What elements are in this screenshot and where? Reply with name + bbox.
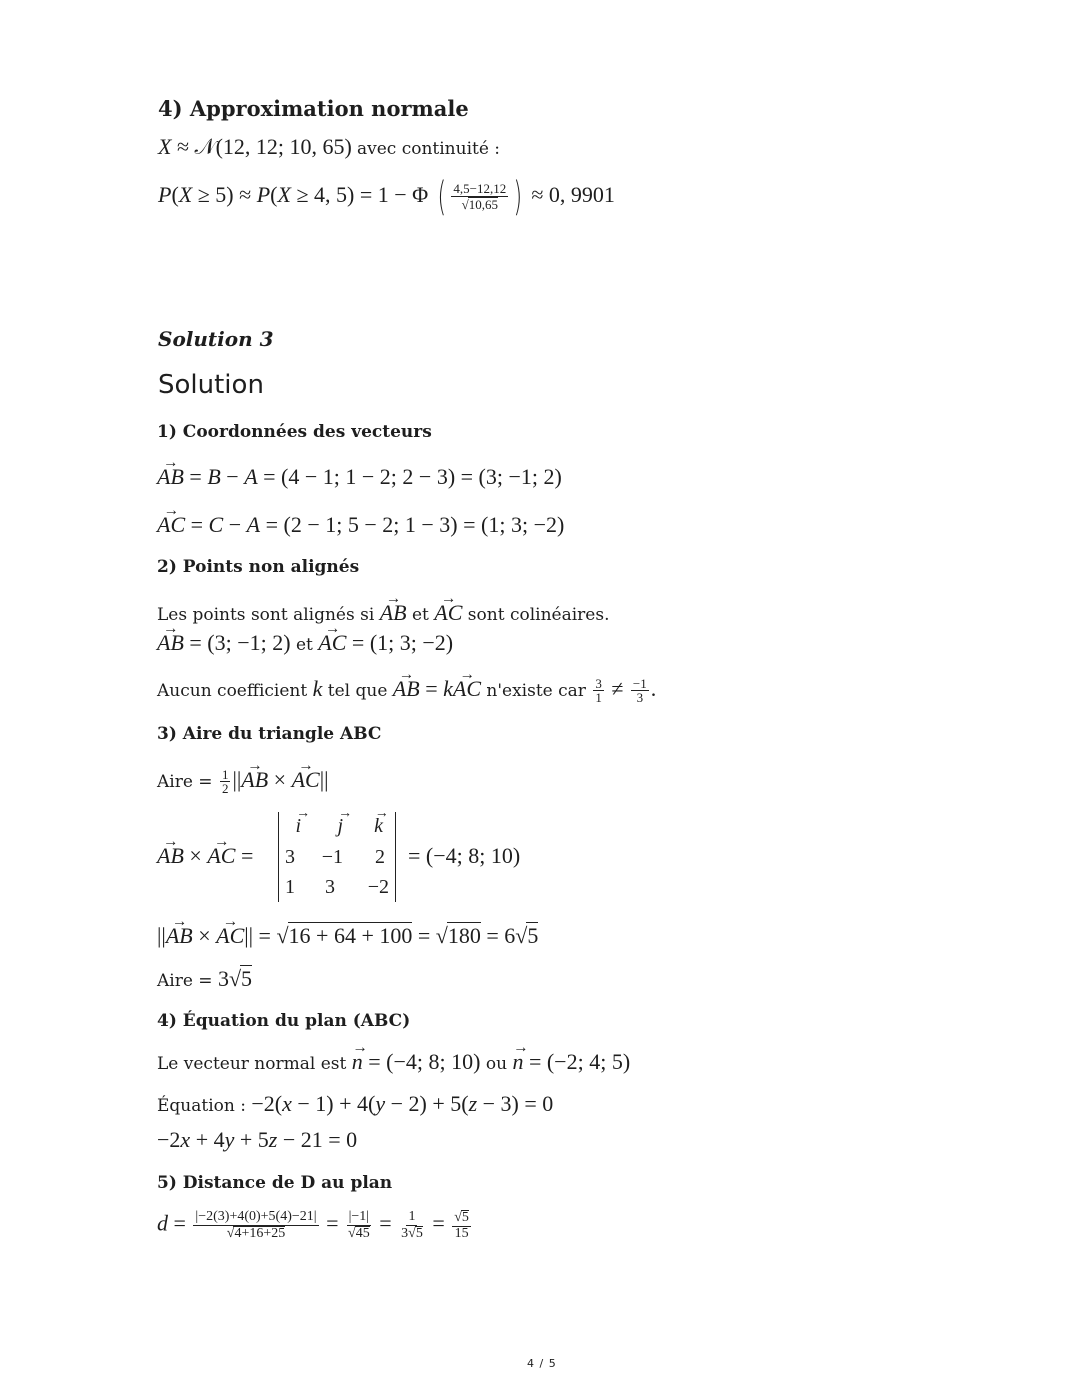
matrix-i: → i <box>271 815 301 838</box>
probability-formula: P(X ≥ 5) ≈ P(X ≥ 4, 5) = 1 − Φ ( $\frac{4,5-12,12}{√10,65}$ ) ≈ 0, 9901 <box>158 174 615 220</box>
cross-product-norm: ||→ AB × → AC|| = √16 + 64 + 100 = √180 = 6√5 <box>157 922 538 949</box>
section-heading-approximation: 4) Approximation normale <box>158 96 469 121</box>
matrix-r2c2: −1 <box>321 846 343 868</box>
determinant-matrix <box>278 812 396 902</box>
probability-result: ≈ 0, 9901 <box>531 182 615 208</box>
colinear-text-b: et <box>406 605 435 625</box>
matrix-j: → j <box>313 815 343 838</box>
colinear-text-a: Les points sont alignés si <box>157 605 380 625</box>
part-3-heading: 3) Aire du triangle ABC <box>157 724 382 744</box>
matrix-r2c3: 2 <box>375 846 385 868</box>
existe-car-text: n'existe car <box>481 681 592 701</box>
tel-que-text: tel que <box>322 681 393 701</box>
normal-law-line: X ≈ 𝒩(12, 12; 10, 65) avec continuité : <box>158 134 501 159</box>
vector-ab-equation: → AB = B − A = (4 − 1; 1 − 2; 2 − 3) = (3; −1; 2) <box>157 464 562 490</box>
colinear-text-c: sont colinéaires. <box>462 605 610 625</box>
plane-equation: −2x + 4y + 5z − 21 = 0 <box>157 1127 358 1152</box>
aire-eq-text: Aire = <box>157 772 218 792</box>
frac-numerator: 4,5−12,12 <box>453 181 507 197</box>
ou-text: ou <box>480 1054 513 1074</box>
matrix-k: → k <box>353 815 383 838</box>
colinear-statement: Les points sont alignés si → AB et → AC sont colinéaires. <box>157 600 609 626</box>
vectors-values: → AB = (3; −1; 2) et → AC = (1; 3; −2) <box>157 630 453 656</box>
cross-product-label: → AB × → AC = <box>157 843 253 869</box>
distance-formula: d = $\frac{|-2(3)+4(0)+5(4)-21|}{√4+16+25}$ = $\frac{|-1|}{√45}$ = $\frac{1}{3√5}$ = $\frac{√5}{15}$ <box>157 1209 469 1241</box>
aire-result-text: Aire = <box>157 971 218 991</box>
matrix-r3c1: 1 <box>285 876 295 898</box>
frac-denominator: 10,65 <box>468 197 498 212</box>
vector-ac-equation: → AC = C − A = (2 − 1; 5 − 2; 1 − 3) = (1; 3; −2) <box>157 512 564 538</box>
matrix-r3c3: −2 <box>367 876 389 898</box>
aucun-text: Aucun coefficient <box>157 681 313 701</box>
no-coefficient-statement: Aucun coefficient k tel que → AB = k→ AC n'existe car $\frac{3}{1}$ ≠ $\frac{-1}{3}$ . <box>157 676 656 705</box>
avec-continuite-text: avec continuité : <box>356 139 501 159</box>
solution-title: Solution <box>158 370 264 400</box>
cross-product-result: = (−4; 8; 10) <box>408 843 521 868</box>
solution-3-label: Solution 3 <box>158 327 274 351</box>
part-5-heading: 5) Distance de D au plan <box>157 1173 393 1193</box>
equation-text: Équation : <box>157 1096 252 1116</box>
matrix-r2c1: 3 <box>285 846 295 868</box>
page-number: 4 / 5 <box>527 1357 557 1370</box>
part-4-heading: 4) Équation du plan (ABC) <box>157 1011 411 1031</box>
plane-equation-expanded: Équation : −2(x − 1) + 4(y − 2) + 5(z − 3) = 0 <box>157 1091 554 1116</box>
normal-vector-statement: Le vecteur normal est → n = (−4; 8; 10) ou → n = (−2; 4; 5) <box>157 1049 630 1075</box>
area-formula: Aire = $\frac{1}{2}$ ||→ AB × → AC|| <box>157 767 329 796</box>
matrix-r3c2: 3 <box>325 876 335 898</box>
part-1-heading: 1) Coordonnées des vecteurs <box>157 422 432 442</box>
area-result: Aire = 3√5 <box>157 966 253 991</box>
et-text: et <box>290 635 319 655</box>
normal-text: Le vecteur normal est <box>157 1054 352 1074</box>
part-2-heading: 2) Points non alignés <box>157 557 360 577</box>
